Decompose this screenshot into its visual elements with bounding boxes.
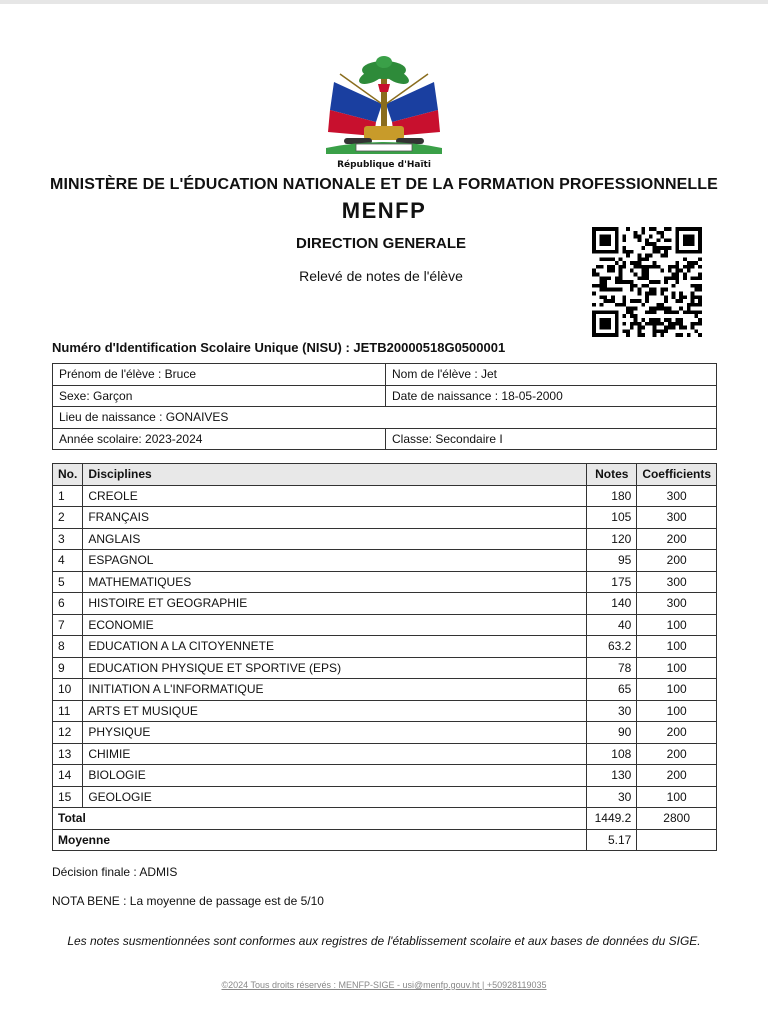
grades-header-row [53,464,717,486]
grade-coefficient: 200 [637,765,717,787]
grade-no: 14 [53,765,83,787]
grade-notes: 30 [587,700,637,722]
grade-coefficient: 300 [637,571,717,593]
grade-discipline: ARTS ET MUSIQUE [83,700,587,722]
grade-coefficient: 100 [637,636,717,658]
info-row [53,428,717,450]
grade-discipline: GEOLOGIE [83,786,587,808]
grade-notes: 175 [587,571,637,593]
grade-notes: 130 [587,765,637,787]
grade-discipline: EDUCATION A LA CITOYENNETE [83,636,587,658]
conformity-statement: Les notes susmentionnées sont conformes aux registres de l'établissement scolaire et aux bases de données du SIGE. [67,934,701,948]
document-title: Relevé de notes de l'élève [299,268,463,284]
grade-notes: 108 [587,743,637,765]
total-coefficients: 2800 [637,808,717,830]
table-row [53,786,717,808]
table-row [53,614,717,636]
grade-discipline: ECONOMIE [83,614,587,636]
table-row [53,700,717,722]
grade-discipline: PHYSIQUE [83,722,587,744]
grade-no: 12 [53,722,83,744]
header-discipline: Disciplines [83,464,587,486]
grade-discipline: MATHEMATIQUES [83,571,587,593]
student-sex: Sexe: Garçon [53,385,386,407]
grade-coefficient: 100 [637,614,717,636]
grade-coefficient: 100 [637,679,717,701]
grade-discipline: EDUCATION PHYSIQUE ET SPORTIVE (EPS) [83,657,587,679]
top-bar [0,0,768,4]
footer-link[interactable]: ©2024 Tous droits réservés : MENFP-SIGE - usi@menfp.gouv.ht | +50928119035 [221,980,547,990]
qr-code [592,227,702,337]
grade-no: 6 [53,593,83,615]
direction-title: DIRECTION GENERALE [295,235,466,252]
grade-notes: 120 [587,528,637,550]
student-first-name: Prénom de l'élève : Bruce [53,364,386,386]
grade-no: 10 [53,679,83,701]
grade-no: 5 [53,571,83,593]
average-row [53,829,717,851]
grade-coefficient: 100 [637,786,717,808]
info-row [53,407,717,429]
average-value: 5.17 [587,829,637,851]
nisu-line: Numéro d'Identification Scolaire Unique (NISU) : JETB20000518G0500001 [52,340,506,355]
grade-coefficient: 100 [637,700,717,722]
ministry-title: MINISTÈRE DE L'ÉDUCATION NATIONALE ET DE LA FORMATION PROFESSIONNELLE [50,176,718,193]
average-label: Moyenne [53,829,587,851]
grade-notes: 180 [587,485,637,507]
student-class: Classe: Secondaire I [386,428,717,450]
grade-notes: 95 [587,550,637,572]
table-row [53,765,717,787]
final-decision: Décision finale : ADMIS [52,865,178,879]
table-row [53,507,717,529]
grade-coefficient: 100 [637,657,717,679]
table-row [53,679,717,701]
grade-coefficient: 300 [637,593,717,615]
header-coefficients: Coefficients [637,464,717,486]
student-birth-place: Lieu de naissance : GONAIVES [53,407,717,429]
grade-no: 7 [53,614,83,636]
grade-no: 15 [53,786,83,808]
table-row [53,722,717,744]
grade-discipline: HISTOIRE ET GEOGRAPHIE [83,593,587,615]
grade-discipline: BIOLOGIE [83,765,587,787]
grade-notes: 90 [587,722,637,744]
grade-no: 8 [53,636,83,658]
grade-no: 1 [53,485,83,507]
nota-bene: NOTA BENE : La moyenne de passage est de 5/10 [52,894,324,908]
grade-coefficient: 200 [637,528,717,550]
grade-coefficient: 200 [637,722,717,744]
grade-notes: 140 [587,593,637,615]
grade-coefficient: 200 [637,550,717,572]
total-label: Total [53,808,587,830]
school-year: Année scolaire: 2023-2024 [53,428,386,450]
table-row [53,593,717,615]
grade-coefficient: 300 [637,485,717,507]
average-empty-cell [637,829,717,851]
grade-notes: 40 [587,614,637,636]
grade-discipline: ESPAGNOL [83,550,587,572]
table-row [53,636,717,658]
grade-notes: 105 [587,507,637,529]
grade-discipline: ANGLAIS [83,528,587,550]
table-row [53,485,717,507]
grade-no: 9 [53,657,83,679]
ministry-acronym: MENFP [341,198,427,223]
grade-notes: 78 [587,657,637,679]
grade-coefficient: 300 [637,507,717,529]
info-row [53,385,717,407]
grade-coefficient: 200 [637,743,717,765]
grade-no: 3 [53,528,83,550]
grade-no: 13 [53,743,83,765]
grade-no: 11 [53,700,83,722]
header-no: No. [53,464,83,486]
table-row [53,550,717,572]
total-notes: 1449.2 [587,808,637,830]
coat-of-arms-emblem [316,52,452,170]
grade-discipline: FRANÇAIS [83,507,587,529]
table-row [53,657,717,679]
grade-discipline: CHIMIE [83,743,587,765]
grade-notes: 65 [587,679,637,701]
student-birth-date: Date de naissance : 18-05-2000 [386,385,717,407]
grade-notes: 63.2 [587,636,637,658]
grade-discipline: INITIATION A L'INFORMATIQUE [83,679,587,701]
grade-no: 2 [53,507,83,529]
total-row [53,808,717,830]
grade-notes: 30 [587,786,637,808]
emblem-caption: République d'Haïti [337,160,431,170]
grade-discipline: CREOLE [83,485,587,507]
info-row [53,364,717,386]
table-row [53,528,717,550]
student-last-name: Nom de l'élève : Jet [386,364,717,386]
table-row [53,571,717,593]
grades-table [52,463,717,851]
header-notes: Notes [587,464,637,486]
table-row [53,743,717,765]
student-info-table [52,363,717,450]
grade-no: 4 [53,550,83,572]
